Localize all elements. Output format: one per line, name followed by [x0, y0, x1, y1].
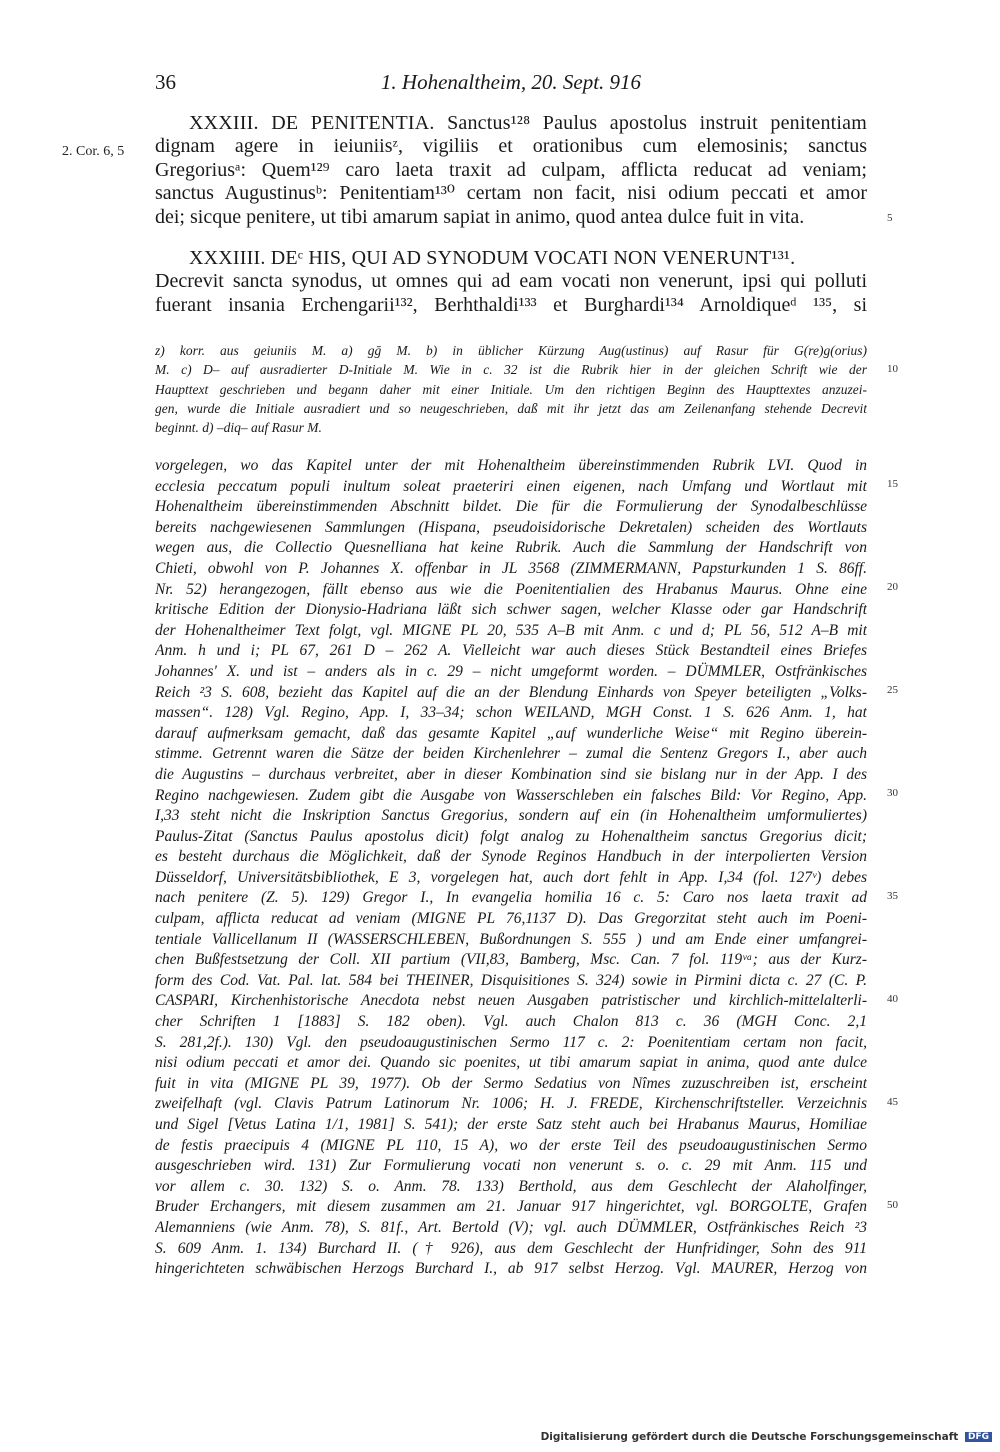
main-line: dei; sicque penitere, ut tibi amarum sapiat in animo, quod antea dulce fuit in vita.	[155, 205, 805, 228]
footnote-line: vor allem c. 30. 132) S. o. Anm. 78. 133) Berthold, aus dem Geschlecht der Alaholfinger,	[155, 1177, 867, 1195]
footnote-line: nisi odium peccati et amor dei. Quando sic poenites, ut tibi amarum sapiat in anima, quod ante dulce	[155, 1054, 867, 1072]
line-number: 40	[887, 993, 898, 1005]
footnote-line: die Augustins – durchaus verbreitet, aber in dieser Kombination sind sie bislang nur in der App. I des	[155, 765, 867, 783]
critical-apparatus	[155, 341, 867, 437]
apparatus-line: Haupttext geschrieben und begann daher mit einer Initiale. Um den richtigen Beginn des Haupttextes anzuzei-	[155, 381, 867, 397]
apparatus-line: z) korr. aus geiuniis M. a) gḡ M. b) in üblicher Kürzung Aug(ustinus) auf Rasur für G(re)g(orius)	[155, 343, 867, 358]
main-line: XXXIII. DE PENITENTIA. Sanctus¹²⁸ Paulus apostolus instruit penitentiam	[189, 112, 867, 134]
footnote-line: bereits nachgewiesenen Sammlungen (Hispana, pseudoisidorische Dekretalen) scheiden des Wortlauts	[155, 518, 867, 536]
main-line: sanctus Augustinusᵇ: Penitentiam¹³⁰ certam non facit, nisi odium peccati et amor	[155, 182, 867, 205]
footnotes	[155, 456, 867, 1300]
footnote-line: fuit in vita (MIGNE PL 39, 1977). Ob der Sermo Sedatius von Nîmes zuzuschreiben ist, erscheint	[155, 1074, 867, 1092]
line-number: 20	[887, 581, 898, 593]
line-number: 30	[887, 787, 898, 799]
footnote-line: stimme. Getrennt waren die Sätze der beiden Kirchenlehrer – zumal die Sentenz Gregors I., aber auch	[155, 745, 867, 763]
line-number: 35	[887, 890, 898, 902]
line-number: 50	[887, 1199, 898, 1211]
line-number: 15	[887, 478, 898, 490]
footnote-line: S. 281,2f.). 130) Vgl. den pseudoaugustinischen Sermo 117 c. 2: Poenitentiam certam non facit,	[155, 1033, 867, 1051]
footnote-line: tentiale Vallicellanum II (WASSERSCHLEBEN, Bußordnungen S. 555 ) und am Ende einer umfangrei-	[155, 930, 867, 948]
main-line: Gregoriusᵃ: Quem¹²⁹ caro laeta traxit ad culpam, afflicta reducat ad veniam;	[155, 158, 867, 181]
footnote-line: der Hohenaltheimer Text folgt, vgl. MIGNE PL 20, 535 A–B mit Anm. c und d; PL 56, 512 A–B mit	[155, 621, 867, 639]
footnote-line: darauf aufmerksam gemacht, daß das gesamte Kapitel „auf wunderliche Weise“ mit Regino überein-	[155, 724, 867, 742]
dfg-logo-icon: DFG	[965, 1432, 992, 1442]
running-head: 1. Hohenaltheim, 20. Sept. 916	[380, 70, 642, 94]
footnote-line: form des Cod. Vat. Pal. lat. 584 bei THEINER, Disquisitiones S. 324) sowie in Pirmini dicta c. 27 (C. P.	[155, 971, 867, 989]
credit-text: Digitalisierung gefördert durch die Deutsche Forschungsgemeinschaft	[540, 1431, 959, 1443]
footnote-line: es besteht durchaus die Möglichkeit, daß der Synode Reginos Handbuch in der interpolierten Version	[155, 848, 867, 866]
footnote-line: Reich ²3 S. 608, bezieht das Kapitel auf die an der Blendung Einhards von Speyer beteiligten „Volks-	[155, 683, 867, 701]
line-number: 25	[887, 684, 898, 696]
footnote-line: hingerichteten schwäbischen Herzogs Burchard I., ab 917 selbst Herzog. Vgl. MAURER, Herzog von	[155, 1260, 867, 1278]
footnote-line: culpam, afflicta reducat ad veniam (MIGNE PL 76,1137 D). Das Gregorzitat steht auch im Poeni-	[155, 910, 867, 928]
footnote-line: und Sigel [Vetus Latina 1/1, 1981] S. 541); der erste Satz steht auch bei Hrabanus Maurus, Homiliae	[155, 1116, 867, 1133]
main-line: Decrevit sancta synodus, ut omnes qui ad eam vocati non venerunt, ipsi qui polluti	[155, 270, 867, 293]
footnote-line: Düsseldorf, Universitätsbibliothek, E 3, vorgelegen hat, auch dort fehlt in App. I,34 (fol. 127ᵛ) debes	[155, 868, 867, 886]
footnote-line: chen Bußfestsetzung der Coll. XII partium (VII,83, Bamberg, Msc. Can. 7 fol. 119ᵛᵃ; aus der Kurz-	[155, 951, 867, 969]
footnote-line: vorgelegen, wo das Kapitel unter der mit Hohenaltheim übereinstimmenden Rubrik LVI. Quod in	[155, 457, 867, 474]
footnote-line: zweifelhaft (vgl. Clavis Patrum Latinorum Nr. 1006; H. J. FREDE, Kirchenschriftsteller. Verzeichnis	[155, 1095, 867, 1113]
footnote-line: Paulus-Zitat (Sanctus Paulus apostolus dicit) folgt analog zu Hohenaltheim sanctus Gregorius dicit;	[155, 827, 867, 845]
footnote-line: Bruder Erchangers, mit diesem zusammen am 21. Januar 917 hingerichtet, vgl. BORGOLTE, Grafen	[155, 1198, 867, 1216]
footnote-line: cher Schriften 1 [1883] S. 182 oben). Vgl. auch Chalon 813 c. 36 (MGH Conc. 2,1	[155, 1013, 867, 1031]
footnote-line: Hohenaltheim übereinstimmenden Abschnitt bildet. Die für die Formulierung der Synodalbeschlüsse	[155, 498, 867, 516]
apparatus-line: M. c) D– auf ausradierter D-Initiale M. Wie in c. 32 ist die Rubrik hier in der gleichen Schrift wie der	[155, 362, 867, 378]
footnote-line: ausgeschrieben wird. 131) Zur Formulierung vocati non venerunt s. o. c. 29 mit Anm. 115 und	[155, 1157, 867, 1175]
apparatus-line: gen, wurde die Initiale ausradiert und so neugeschrieben, daß mit ihr jetzt das am Zeilenanfang stehende Decrevit	[155, 400, 867, 416]
footnote-line: de festis praecipuis 4 (MIGNE PL 110, 15 A), wo der erste Teil des pseudoaugustinischen Sermo	[155, 1136, 867, 1154]
footnote-line: nach penitere (Z. 5). 129) Gregor I., In evangelia homilia 16 c. 5: Caro nos laeta traxit ad	[155, 889, 867, 907]
line-number: 5	[887, 212, 893, 224]
footnote-line: Alemanniens (wie Anm. 78), S. 81f., Art. Bertold (V); vgl. auch DÜMMLER, Ostfränkisches Reich ²3	[155, 1218, 867, 1236]
footnote-line: Chieti, obwohl von P. Johannes X. offenbar in JL 3568 (ZIMMERMANN, Papsturkunden 1 S. 86ff.	[155, 559, 867, 577]
footnote-line: Anm. h und i; PL 67, 261 D – 262 A. Vielleicht war auch dieses Stück Bestandteil eines Briefes	[155, 642, 867, 660]
main-text-section-1	[155, 112, 867, 229]
footnote-line	[155, 1280, 867, 1301]
page-number: 36	[155, 70, 176, 94]
footnote-line: ecclesia peccatum populi inultum soleat praeteriri einen eigenen, nach Umfang und Wortlaut mit	[155, 477, 867, 495]
footnote-line: Regino nachgewiesen. Zudem gibt die Ausgabe von Wasserschleben ein falsches Bild: Vor Regino, App.	[155, 786, 867, 804]
page-header	[155, 70, 867, 100]
footnote-line: CASPARI, Kirchenhistorische Anecdota nebst neuen Ausgaben patristischer und kirchlich-mittelalterli-	[155, 992, 867, 1010]
main-line: fuerant insania Erchengarii¹³², Berhthaldi¹³³ et Burghardi¹³⁴ Arnoldiqueᵈ ¹³⁵, si	[155, 293, 867, 316]
footnote-line: I,33 steht nicht die Inskription Sanctus Gregorius, sondern auf ein (in Hohenaltheim umformuliertes)	[155, 807, 867, 825]
footnote-line: wegen aus, die Collectio Quesnelliana hat keine Rubrik. Auch die Sammlung der Handschrift von	[155, 539, 867, 557]
footnote-line: Johannes' X. und ist – anders als in c. 29 – nicht umgeformt worden. – DÜMMLER, Ostfränkisches	[155, 662, 867, 680]
line-number: 10	[887, 363, 898, 375]
main-line: dignam agere in ieiuniisᶻ, vigiliis et orationibus cum elemosinis; sanctus	[155, 135, 867, 158]
footnote-line: Nr. 52) herangezogen, fällt ebenso aus wie die Poenitentialien des Hrabanus Maurus. Ohne eine	[155, 580, 867, 598]
digitization-credit	[541, 1431, 992, 1447]
apparatus-line: beginnt. d) –diq– auf Rasur M.	[155, 420, 322, 436]
footnote-line: massen“. 128) Vgl. Regino, App. I, 33–34; schon WEILAND, MGH Const. 1 S. 626 Anm. 1, hat	[155, 704, 867, 722]
rubric-line: XXXIIII. DEᶜ HIS, QUI AD SYNODUM VOCATI NON VENERUNT¹³¹.	[189, 247, 796, 269]
line-number: 45	[887, 1096, 898, 1108]
main-text-section-2	[155, 247, 867, 317]
footnote-line: kritische Edition der Dionysio-Hadriana läßt sich schwer sagen, welcher Klasse oder gar Handschrift	[155, 601, 867, 619]
footnote-line: S. 609 Anm. 1. 134) Burchard II. († 926), aus dem Geschlecht der Hunfridinger, Sohn des 911	[155, 1239, 867, 1257]
margin-citation: 2. Cor. 6, 5	[62, 144, 125, 159]
